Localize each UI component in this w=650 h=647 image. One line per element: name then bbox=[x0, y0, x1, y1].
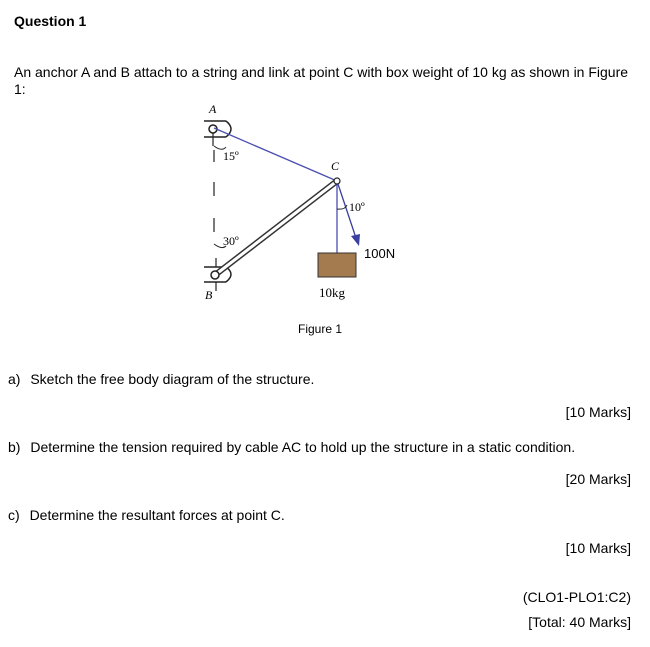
force-label: 100N bbox=[364, 246, 396, 261]
clo-code: (CLO1-PLO1:C2) bbox=[522, 589, 631, 605]
label-c: C bbox=[331, 159, 340, 173]
question-b bbox=[8, 439, 575, 455]
figure-caption: Figure 1 bbox=[298, 322, 343, 336]
question-a-text: Sketch the free body diagram of the structure. bbox=[30, 371, 315, 387]
angle-label-c: 10º bbox=[349, 200, 365, 214]
label-b: B bbox=[205, 288, 213, 302]
label-a: A bbox=[209, 102, 217, 116]
question-b-letter: b) bbox=[8, 439, 21, 455]
question-c-marks: [10 Marks] bbox=[565, 540, 631, 556]
box-label: 10kg bbox=[319, 285, 345, 300]
question-b-marks: [20 Marks] bbox=[565, 471, 631, 487]
question-a-letter: a) bbox=[8, 371, 21, 387]
pin-b bbox=[211, 271, 219, 279]
question-c bbox=[8, 507, 285, 523]
question-c-text: Determine the resultant forces at point C. bbox=[29, 507, 285, 523]
total-marks: [Total: 40 Marks] bbox=[528, 614, 631, 630]
pin-c bbox=[334, 178, 340, 184]
question-b-text: Determine the tension required by cable AC to hold up the structure in a static condition. bbox=[30, 439, 576, 455]
box-10kg bbox=[318, 253, 356, 277]
question-intro: An anchor A and B attach to a string and link at point C with box weight of 10 kg as shown in Figure 1: bbox=[14, 64, 629, 97]
question-title: Question 1 bbox=[14, 13, 87, 29]
question-a-marks: [10 Marks] bbox=[565, 404, 631, 420]
angle-label-a: 15º bbox=[223, 149, 239, 163]
question-c-letter: c) bbox=[8, 507, 20, 523]
angle-label-b: 30º bbox=[223, 234, 239, 248]
question-a bbox=[8, 371, 314, 387]
